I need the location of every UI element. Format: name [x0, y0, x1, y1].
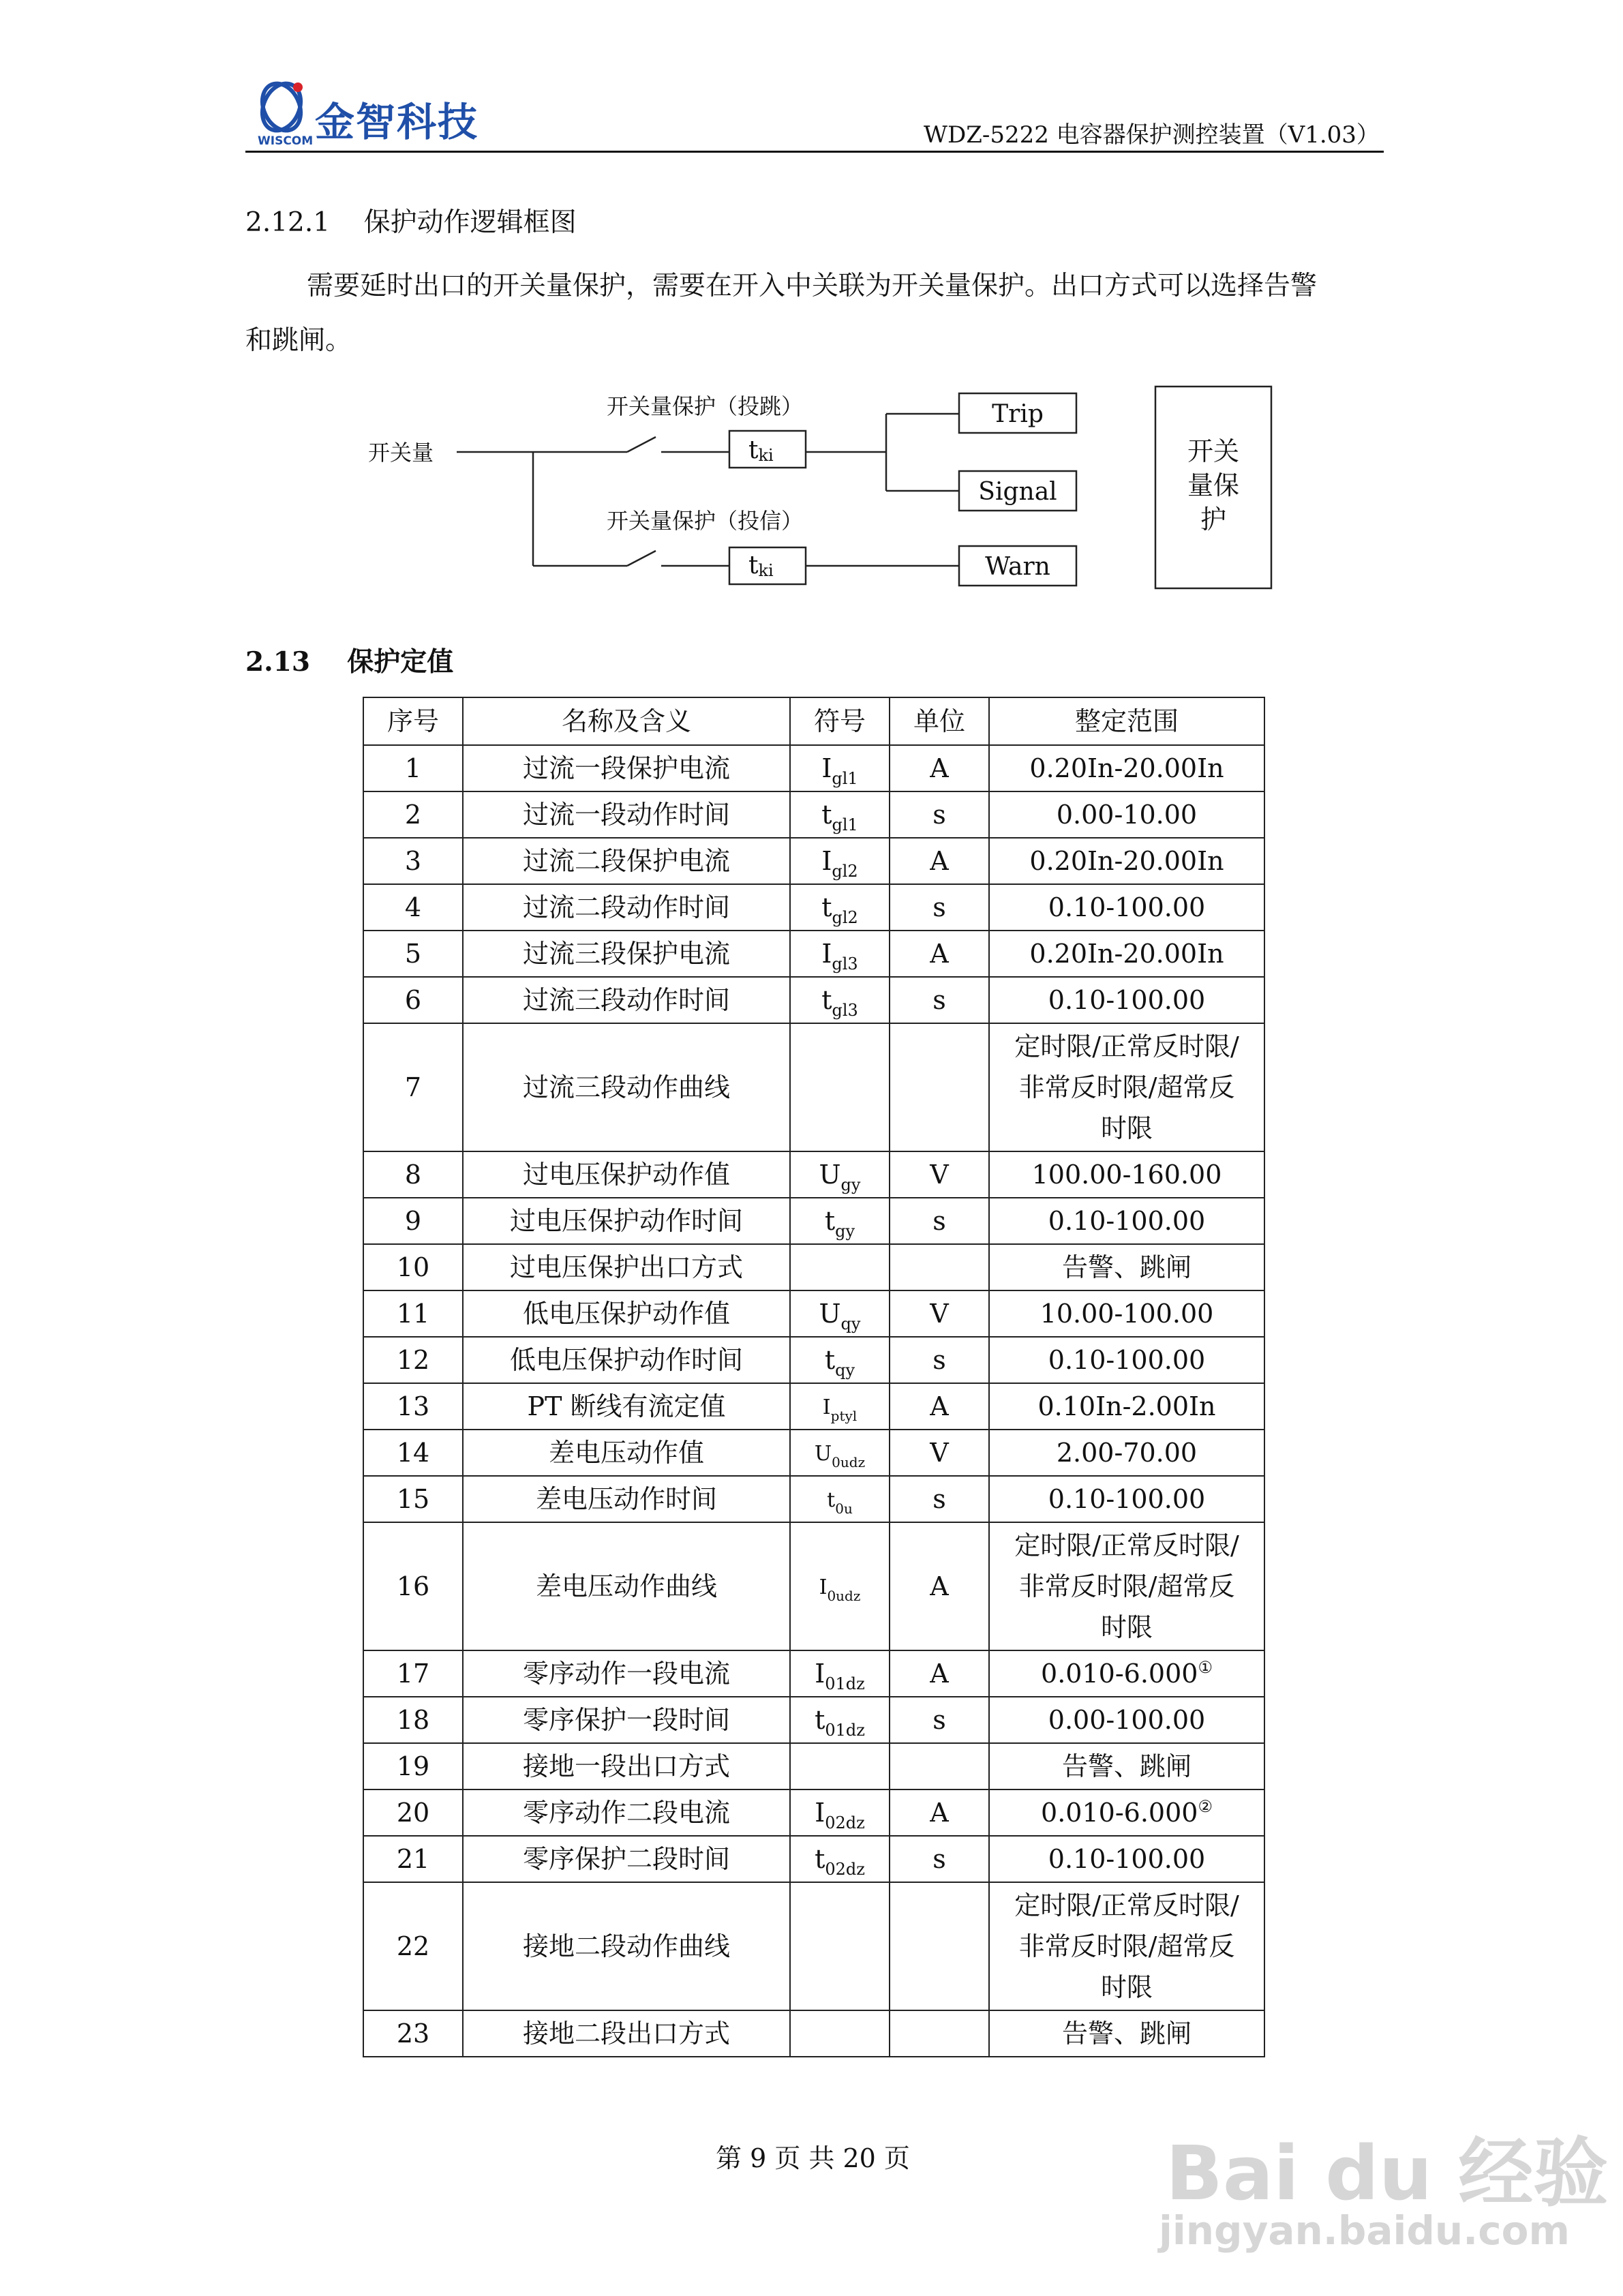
row-unit: A: [890, 838, 989, 884]
row-symbol: [790, 1383, 890, 1430]
row-symbol: [790, 1151, 890, 1198]
symbol-base: I: [815, 1798, 825, 1828]
row-unit: [890, 1743, 989, 1789]
row-symbol: [790, 2010, 890, 2057]
symbol-subscript: 02dz: [825, 1813, 865, 1832]
col-header-symbol: 符号: [790, 697, 890, 745]
row-name: 差电压动作时间: [463, 1476, 790, 1522]
row-name: 过电压保护动作值: [463, 1151, 790, 1198]
row-name: 零序动作二段电流: [463, 1789, 790, 1836]
row-range: [989, 1522, 1264, 1650]
row-symbol: [790, 1244, 890, 1290]
row-number: 2: [363, 791, 463, 838]
table-row: [363, 2010, 1264, 2057]
row-number: 1: [363, 745, 463, 791]
row-number: 20: [363, 1789, 463, 1836]
range-value: 100.00-160.00: [1031, 1160, 1222, 1190]
symbol-base: I: [815, 1659, 825, 1689]
symbol-base: t: [815, 1844, 825, 1874]
range-value: 0.10-100.00: [1048, 985, 1206, 1015]
row-number: 18: [363, 1697, 463, 1743]
block-label-line-1: 开关: [1187, 436, 1240, 466]
row-unit: s: [890, 791, 989, 838]
table-row: [363, 1882, 1264, 2010]
footnote-marker: ②: [1198, 1797, 1213, 1816]
row-range: [989, 1023, 1264, 1151]
col-header-range: 整定范围: [989, 697, 1264, 745]
row-range: [989, 1337, 1264, 1383]
row-symbol: [790, 1743, 890, 1789]
row-unit: A: [890, 1789, 989, 1836]
row-name: 接地一段出口方式: [463, 1743, 790, 1789]
row-range: [989, 1789, 1264, 1836]
range-value: 0.20In-20.00In: [1029, 753, 1224, 783]
company-logo-icon: [256, 76, 310, 141]
range-line: 时限: [1100, 1612, 1153, 1642]
page-footer: 第 9 页 共 20 页: [716, 2143, 910, 2173]
symbol-base: I: [822, 1395, 831, 1419]
row-number: 9: [363, 1198, 463, 1244]
row-unit: A: [890, 1522, 989, 1650]
row-symbol: [790, 1337, 890, 1383]
row-range: [989, 884, 1264, 931]
row-range: [989, 1836, 1264, 1882]
table-row: [363, 884, 1264, 931]
row-range: [989, 745, 1264, 791]
row-name: 零序动作一段电流: [463, 1650, 790, 1697]
row-range: [989, 1244, 1264, 1290]
table-row: [363, 977, 1264, 1023]
range-value: 告警、跳闸: [1061, 1751, 1192, 1781]
symbol-base: t: [821, 985, 832, 1015]
symbol-subscript: gl1: [832, 815, 858, 834]
row-name: 过流三段保护电流: [463, 931, 790, 977]
symbol-subscript: 01dz: [825, 1674, 865, 1693]
row-symbol: [790, 1789, 890, 1836]
table-row: [363, 1151, 1264, 1198]
row-range: [989, 1290, 1264, 1337]
symbol-base: I: [821, 939, 832, 969]
table-row: [363, 1383, 1264, 1430]
row-name: 过电压保护出口方式: [463, 1244, 790, 1290]
symbol-base: I: [821, 846, 832, 876]
table-row: [363, 1337, 1264, 1383]
symbol-subscript: 01dz: [825, 1721, 865, 1740]
output-trip-label: Trip: [992, 400, 1044, 428]
symbol-base: t: [821, 892, 832, 922]
output-warn-label: Warn: [985, 553, 1050, 581]
row-unit: [890, 1244, 989, 1290]
row-name: 过流一段动作时间: [463, 791, 790, 838]
row-unit: s: [890, 1697, 989, 1743]
range-value: 0.10-100.00: [1048, 1206, 1206, 1236]
row-name: 差电压动作曲线: [463, 1522, 790, 1650]
watermark-logo-text: Bai du 经验: [1166, 2130, 1609, 2217]
section-heading-2-12-1: 2.12.1 保护动作逻辑框图: [245, 207, 577, 238]
table-row: [363, 1244, 1264, 1290]
symbol-base: I: [819, 1575, 828, 1599]
table-row: [363, 1697, 1264, 1743]
row-name: 过流二段动作时间: [463, 884, 790, 931]
range-value: 2.00-70.00: [1056, 1438, 1198, 1468]
row-name: 过流三段动作曲线: [463, 1023, 790, 1151]
range-value: 0.010-6.000: [1041, 1798, 1198, 1828]
header-divider: [245, 151, 1384, 153]
row-symbol: [790, 1522, 890, 1650]
row-unit: A: [890, 1383, 989, 1430]
symbol-subscript: 0udz: [832, 1454, 866, 1470]
row-range: [989, 931, 1264, 977]
range-value: 10.00-100.00: [1040, 1299, 1214, 1329]
paragraph-line-1: 需要延时出口的开关量保护，需要在开入中关联为开关量保护。出口方式可以选择告警: [307, 271, 1318, 301]
row-unit: [890, 1023, 989, 1151]
range-line: 非常反时限/超常反: [1018, 1571, 1235, 1601]
row-name: 差电压动作值: [463, 1430, 790, 1476]
row-number: 14: [363, 1430, 463, 1476]
row-name: 过流三段动作时间: [463, 977, 790, 1023]
row-name: 低电压保护动作时间: [463, 1337, 790, 1383]
row-symbol: [790, 745, 890, 791]
block-label-line-3: 护: [1200, 504, 1227, 534]
row-range: [989, 1198, 1264, 1244]
row-symbol: [790, 931, 890, 977]
upper-timer-label: tki: [748, 436, 774, 465]
col-header-name: 名称及含义: [463, 697, 790, 745]
row-number: 16: [363, 1522, 463, 1650]
protection-settings-table: [363, 697, 1265, 2057]
range-value: 0.010-6.000: [1041, 1659, 1198, 1689]
symbol-base: I: [821, 753, 832, 783]
symbol-subscript: gl3: [832, 954, 858, 973]
row-symbol: [790, 1650, 890, 1697]
row-range: [989, 1383, 1264, 1430]
row-unit: A: [890, 931, 989, 977]
row-number: 10: [363, 1244, 463, 1290]
row-number: 15: [363, 1476, 463, 1522]
symbol-base: t: [824, 1206, 836, 1236]
symbol-subscript: gl2: [832, 862, 858, 881]
table-row: [363, 791, 1264, 838]
row-range: [989, 1697, 1264, 1743]
symbol-subscript: 02dz: [825, 1860, 865, 1879]
symbol-subscript: gy: [840, 1175, 861, 1194]
col-header-no: 序号: [363, 697, 463, 745]
row-name: 过流二段保护电流: [463, 838, 790, 884]
row-symbol: [790, 1697, 890, 1743]
range-value: 0.20In-20.00In: [1029, 939, 1224, 969]
row-unit: s: [890, 977, 989, 1023]
range-line: 定时限/正常反时限/: [1014, 1031, 1239, 1061]
range-value: 0.10-100.00: [1048, 892, 1206, 922]
footnote-marker: ①: [1198, 1658, 1213, 1677]
symbol-base: U: [814, 1442, 832, 1466]
table-row: [363, 1476, 1264, 1522]
table-body: [363, 745, 1264, 2057]
symbol-base: t: [815, 1705, 825, 1735]
table-row: [363, 1743, 1264, 1789]
row-range: [989, 1650, 1264, 1697]
table-row: [363, 931, 1264, 977]
range-value: 0.00-10.00: [1056, 800, 1198, 830]
symbol-subscript: qy: [835, 1361, 855, 1380]
row-unit: s: [890, 1476, 989, 1522]
row-name: PT 断线有流定值: [463, 1383, 790, 1430]
row-name: 过电压保护动作时间: [463, 1198, 790, 1244]
range-line: 非常反时限/超常反: [1018, 1931, 1235, 1961]
row-symbol: [790, 1882, 890, 2010]
row-number: 12: [363, 1337, 463, 1383]
row-name: 过流一段保护电流: [463, 745, 790, 791]
output-signal-label: Signal: [978, 478, 1057, 506]
symbol-subscript: gl3: [832, 1001, 858, 1020]
section-heading-2-13: 2.13 保护定值: [245, 646, 454, 678]
row-symbol: [790, 884, 890, 931]
row-unit: [890, 1882, 989, 2010]
symbol-subscript: qy: [840, 1314, 861, 1333]
symbol-base: t: [824, 1345, 836, 1375]
document-title: WDZ-5222 电容器保护测控装置（V1.03）: [924, 121, 1380, 149]
row-number: 13: [363, 1383, 463, 1430]
symbol-subscript: ptyl: [830, 1408, 858, 1424]
symbol-base: t: [827, 1488, 836, 1512]
range-value: 0.10In-2.00In: [1037, 1391, 1216, 1421]
table-header-row: [363, 697, 1264, 745]
row-number: 11: [363, 1290, 463, 1337]
row-name: 零序保护一段时间: [463, 1697, 790, 1743]
company-name: 金智科技: [315, 99, 479, 145]
row-unit: V: [890, 1430, 989, 1476]
range-line: 定时限/正常反时限/: [1014, 1530, 1239, 1560]
range-line: 时限: [1100, 1972, 1153, 2002]
range-line: 定时限/正常反时限/: [1014, 1890, 1239, 1920]
row-number: 6: [363, 977, 463, 1023]
row-symbol: [790, 791, 890, 838]
range-value: 0.10-100.00: [1048, 1345, 1206, 1375]
lower-timer-label: tki: [748, 552, 774, 580]
range-value: 0.00-100.00: [1048, 1705, 1206, 1735]
row-name: 低电压保护动作值: [463, 1290, 790, 1337]
row-range: [989, 791, 1264, 838]
symbol-subscript: gl2: [832, 908, 858, 927]
row-number: 22: [363, 1882, 463, 2010]
symbol-base: U: [819, 1299, 841, 1329]
col-header-unit: 单位: [890, 697, 989, 745]
row-name: 接地二段动作曲线: [463, 1882, 790, 2010]
symbol-base: U: [819, 1160, 841, 1190]
logic-diagram: [354, 378, 1295, 603]
row-symbol: [790, 1290, 890, 1337]
row-name: 零序保护二段时间: [463, 1836, 790, 1882]
row-unit: V: [890, 1151, 989, 1198]
row-range: [989, 838, 1264, 884]
table-row: [363, 1290, 1264, 1337]
table-row: [363, 1836, 1264, 1882]
row-symbol: [790, 1476, 890, 1522]
table-row: [363, 1198, 1264, 1244]
symbol-subscript: 0u: [835, 1500, 853, 1517]
symbol-base: t: [821, 800, 832, 830]
row-range: [989, 1151, 1264, 1198]
row-symbol: [790, 1198, 890, 1244]
diagram-upper-label: 开关量保护（投跳）: [607, 393, 804, 419]
row-number: 5: [363, 931, 463, 977]
row-unit: s: [890, 1836, 989, 1882]
row-range: [989, 1743, 1264, 1789]
row-number: 21: [363, 1836, 463, 1882]
row-unit: [890, 2010, 989, 2057]
row-range: [989, 1430, 1264, 1476]
row-symbol: [790, 977, 890, 1023]
diagram-input-label: 开关量: [368, 440, 434, 466]
range-line: 时限: [1100, 1113, 1153, 1143]
row-unit: s: [890, 884, 989, 931]
row-number: 19: [363, 1743, 463, 1789]
range-value: 告警、跳闸: [1061, 1252, 1192, 1282]
row-range: [989, 2010, 1264, 2057]
symbol-subscript: 0udz: [827, 1588, 861, 1604]
range-line: 非常反时限/超常反: [1018, 1072, 1235, 1102]
row-number: 17: [363, 1650, 463, 1697]
range-value: 0.10-100.00: [1048, 1844, 1206, 1874]
table-row: [363, 1430, 1264, 1476]
row-unit: A: [890, 1650, 989, 1697]
symbol-subscript: gl1: [832, 769, 858, 788]
row-number: 4: [363, 884, 463, 931]
range-value: 0.20In-20.00In: [1029, 846, 1224, 876]
company-name-english: WISCOM: [258, 134, 314, 148]
row-symbol: [790, 838, 890, 884]
table-row: [363, 1023, 1264, 1151]
diagram-lower-label: 开关量保护（投信）: [607, 508, 804, 534]
row-number: 7: [363, 1023, 463, 1151]
row-unit: s: [890, 1198, 989, 1244]
row-symbol: [790, 1836, 890, 1882]
symbol-subscript: gy: [835, 1222, 855, 1241]
table-row: [363, 745, 1264, 791]
table-row: [363, 1522, 1264, 1650]
block-label-line-2: 量保: [1187, 470, 1240, 500]
row-name: 接地二段出口方式: [463, 2010, 790, 2057]
row-unit: A: [890, 745, 989, 791]
table-row: [363, 1650, 1264, 1697]
table-row: [363, 1789, 1264, 1836]
row-range: [989, 977, 1264, 1023]
row-symbol: [790, 1430, 890, 1476]
row-range: [989, 1882, 1264, 2010]
row-unit: s: [890, 1337, 989, 1383]
watermark-url: jingyan.baidu.com: [1159, 2207, 1570, 2254]
paragraph-line-2: 和跳闸。: [245, 325, 352, 356]
row-number: 3: [363, 838, 463, 884]
range-value: 0.10-100.00: [1048, 1484, 1206, 1514]
row-symbol: [790, 1023, 890, 1151]
row-range: [989, 1476, 1264, 1522]
table-row: [363, 838, 1264, 884]
range-value: 告警、跳闸: [1061, 2019, 1192, 2049]
row-unit: V: [890, 1290, 989, 1337]
row-number: 23: [363, 2010, 463, 2057]
row-number: 8: [363, 1151, 463, 1198]
